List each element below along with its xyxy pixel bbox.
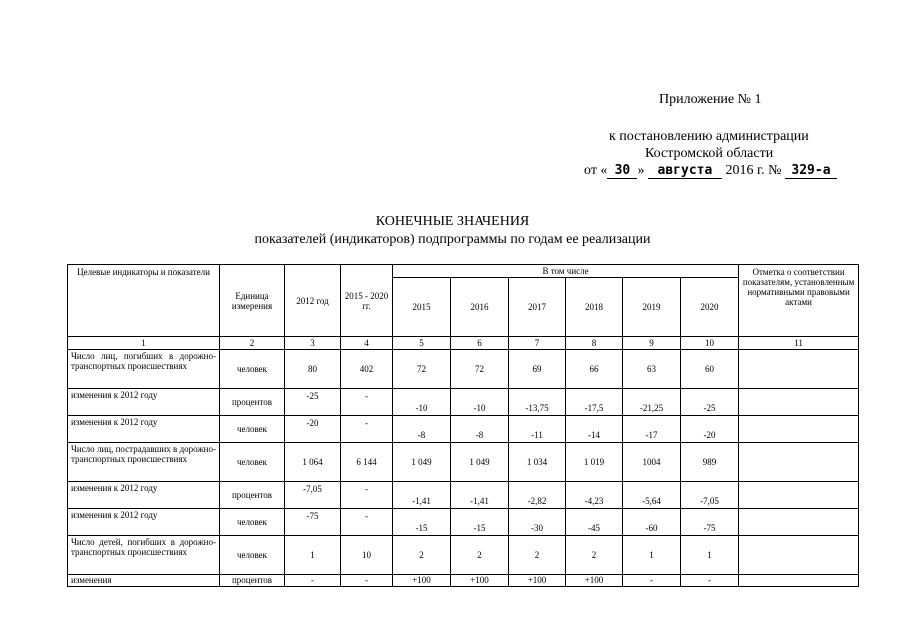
row-year-value: -8 xyxy=(451,416,509,443)
row-year-value: - xyxy=(623,575,681,587)
decree-from-label: от « xyxy=(584,163,608,178)
table-row xyxy=(68,509,859,536)
appendix-label: Приложение № 1 xyxy=(659,92,762,107)
header-year: 2019 xyxy=(623,278,681,337)
row-year-value: -60 xyxy=(623,509,681,536)
col-number: 6 xyxy=(451,337,509,350)
row-year-value: 1 xyxy=(681,536,739,575)
table-row xyxy=(68,536,859,575)
header-unit: Единица измерения xyxy=(220,265,285,337)
table-row xyxy=(68,575,859,587)
row-year-value: 2 xyxy=(393,536,451,575)
row-year-value: 72 xyxy=(451,350,509,389)
row-year-value: +100 xyxy=(566,575,623,587)
row-note xyxy=(739,350,859,389)
row-note xyxy=(739,575,859,587)
row-year-value: -5,64 xyxy=(623,482,681,509)
row-year-value: 72 xyxy=(393,350,451,389)
header-including: В том числе xyxy=(393,265,739,278)
table-row xyxy=(68,389,859,416)
header-year: 2018 xyxy=(566,278,623,337)
row-year-value: 60 xyxy=(681,350,739,389)
row-2012: -7,05 xyxy=(285,482,341,509)
row-year-value: -8 xyxy=(393,416,451,443)
header-year: 2017 xyxy=(509,278,566,337)
col-number: 3 xyxy=(285,337,341,350)
row-indicator: изменения xyxy=(68,575,220,587)
document-title: КОНЕЧНЫЕ ЗНАЧЕНИЯ xyxy=(375,214,530,229)
row-year-value: -7,05 xyxy=(681,482,739,509)
row-year-value: -14 xyxy=(566,416,623,443)
row-year-value: -13,75 xyxy=(509,389,566,416)
row-year-value: -17,5 xyxy=(566,389,623,416)
row-year-value: 63 xyxy=(623,350,681,389)
row-2012: -75 xyxy=(285,509,341,536)
row-year-value: +100 xyxy=(393,575,451,587)
row-2015-2020: - xyxy=(341,509,393,536)
indicators-table xyxy=(67,264,859,587)
header-2012: 2012 год xyxy=(285,265,341,337)
table-row xyxy=(68,482,859,509)
row-indicator: изменения к 2012 году xyxy=(68,482,220,509)
row-2012: -25 xyxy=(285,389,341,416)
decree-line-1: к постановлению администрации xyxy=(609,129,809,144)
row-2012: 1 064 xyxy=(285,443,341,482)
row-year-value: -21,25 xyxy=(623,389,681,416)
row-year-value: 66 xyxy=(566,350,623,389)
row-year-value: -11 xyxy=(509,416,566,443)
row-2012: -20 xyxy=(285,416,341,443)
row-year-value: -25 xyxy=(681,389,739,416)
row-year-value: 1004 xyxy=(623,443,681,482)
row-year-value: -15 xyxy=(393,509,451,536)
row-year-value: -15 xyxy=(451,509,509,536)
header-year: 2015 xyxy=(393,278,451,337)
row-indicator: изменения к 2012 году xyxy=(68,509,220,536)
row-year-value: 69 xyxy=(509,350,566,389)
row-year-value: -1,41 xyxy=(393,482,451,509)
row-2015-2020: - xyxy=(341,575,393,587)
row-year-value: 2 xyxy=(509,536,566,575)
row-year-value: -2,82 xyxy=(509,482,566,509)
table-row xyxy=(68,443,859,482)
row-year-value: 1 xyxy=(623,536,681,575)
header-indicators: Целевые индикаторы и показатели xyxy=(68,265,220,337)
col-number: 10 xyxy=(681,337,739,350)
row-unit: человек xyxy=(220,536,285,575)
header-note: Отметка о соответствии показателям, установленным нормативными правовыми актами xyxy=(739,265,859,337)
col-number: 5 xyxy=(393,337,451,350)
col-number: 2 xyxy=(220,337,285,350)
document-subtitle: показателей (индикаторов) подпрограммы по годам ее реализации xyxy=(254,232,651,247)
col-number: 1 xyxy=(68,337,220,350)
header-2015-2020: 2015 - 2020 гг. xyxy=(341,265,393,337)
row-year-value: 1 019 xyxy=(566,443,623,482)
row-2012: - xyxy=(285,575,341,587)
row-unit: процентов xyxy=(220,482,285,509)
row-unit: человек xyxy=(220,509,285,536)
row-unit: человек xyxy=(220,350,285,389)
row-year-value: -10 xyxy=(393,389,451,416)
row-year-value: -30 xyxy=(509,509,566,536)
row-2015-2020: 6 144 xyxy=(341,443,393,482)
col-number: 11 xyxy=(739,337,859,350)
row-indicator: Число лиц, пострадавших в дорожно-транспортных происшествиях xyxy=(68,443,220,482)
row-year-value: 1 049 xyxy=(393,443,451,482)
row-year-value: -17 xyxy=(623,416,681,443)
row-2015-2020: - xyxy=(341,389,393,416)
row-note xyxy=(739,509,859,536)
header-year: 2020 xyxy=(681,278,739,337)
col-number: 4 xyxy=(341,337,393,350)
row-indicator: Число детей, погибших в дорожно-транспортных происшествиях xyxy=(68,536,220,575)
table-row xyxy=(68,350,859,389)
col-number: 8 xyxy=(566,337,623,350)
table-row xyxy=(68,416,859,443)
row-year-value: 2 xyxy=(566,536,623,575)
row-year-value: 989 xyxy=(681,443,739,482)
row-year-value: -45 xyxy=(566,509,623,536)
row-year-value: +100 xyxy=(451,575,509,587)
header-year: 2016 xyxy=(451,278,509,337)
decree-year-label: 2016 г. № xyxy=(725,163,782,178)
row-year-value: -10 xyxy=(451,389,509,416)
row-year-value: 2 xyxy=(451,536,509,575)
decree-day: 30 xyxy=(607,164,637,179)
row-2015-2020: 402 xyxy=(341,350,393,389)
decree-number: 329-а xyxy=(785,164,837,179)
col-number: 7 xyxy=(509,337,566,350)
row-2015-2020: - xyxy=(341,482,393,509)
decree-line-2: Костромской области xyxy=(645,146,774,161)
row-year-value: -4,23 xyxy=(566,482,623,509)
row-year-value: 1 049 xyxy=(451,443,509,482)
row-unit: процентов xyxy=(220,389,285,416)
row-note xyxy=(739,389,859,416)
row-2012: 1 xyxy=(285,536,341,575)
decree-date-line xyxy=(584,163,837,179)
row-unit: человек xyxy=(220,443,285,482)
row-year-value: -20 xyxy=(681,416,739,443)
row-unit: процентов xyxy=(220,575,285,587)
row-2015-2020: 10 xyxy=(341,536,393,575)
row-indicator: Число лиц, погибших в дорожно-транспортных происшествиях xyxy=(68,350,220,389)
row-year-value: 1 034 xyxy=(509,443,566,482)
row-unit: человек xyxy=(220,416,285,443)
row-note xyxy=(739,482,859,509)
row-2012: 80 xyxy=(285,350,341,389)
row-note xyxy=(739,443,859,482)
row-note xyxy=(739,536,859,575)
decree-month: августа xyxy=(648,164,722,179)
row-year-value: -75 xyxy=(681,509,739,536)
row-year-value: +100 xyxy=(509,575,566,587)
row-year-value: - xyxy=(681,575,739,587)
row-year-value: -1,41 xyxy=(451,482,509,509)
col-number: 9 xyxy=(623,337,681,350)
row-indicator: изменения к 2012 году xyxy=(68,416,220,443)
decree-quote-close: » xyxy=(637,163,645,178)
row-indicator: изменения к 2012 году xyxy=(68,389,220,416)
row-note xyxy=(739,416,859,443)
row-2015-2020: - xyxy=(341,416,393,443)
